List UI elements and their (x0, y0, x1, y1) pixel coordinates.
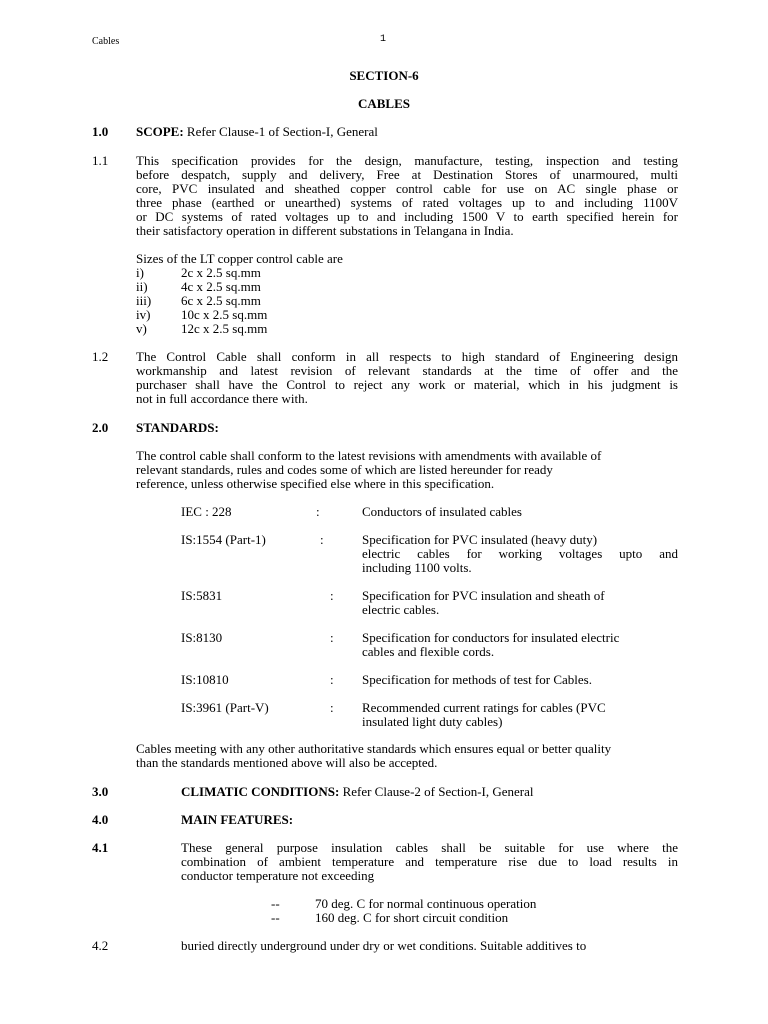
standard-description: Specification for PVC insulation and sheath of (362, 588, 605, 603)
paragraph-line: their satisfactory operation in different substations in Telangana in India. (136, 223, 514, 238)
standard-code: IEC : 228 (181, 504, 232, 519)
paragraph-line: These general purpose insulation cables shall be suitable for use where the (181, 840, 678, 855)
size-value: 12c x 2.5 sq.mm (181, 321, 268, 336)
standard-description: Specification for PVC insulated (heavy duty) (362, 532, 598, 547)
clause-1-0-number: 1.0 (92, 124, 109, 139)
standard-separator: : (330, 672, 334, 687)
standard-separator: : (330, 700, 334, 715)
paragraph-line: Cables meeting with any other authoritative standards which ensures equal or better quality (136, 741, 612, 756)
paragraph-line: purchaser shall have the Control to reject any work or material, which in his judgment is (136, 377, 678, 392)
sizes-intro: Sizes of the LT copper control cable are (136, 251, 343, 266)
clause-1-0-heading: SCOPE: (136, 124, 184, 139)
clause-4-0-heading: MAIN FEATURES: (181, 812, 294, 827)
standard-description: Recommended current ratings for cables (PVC (362, 700, 606, 715)
clause-4-1-paragraph (181, 841, 678, 869)
page-number: 1 (380, 34, 387, 45)
clause-1-1-number: 1.1 (92, 153, 109, 168)
clause-4-2-text: buried directly underground under dry or wet conditions. Suitable additives to (181, 938, 587, 953)
standard-description: including 1100 volts. (362, 560, 472, 575)
clause-4-1-number: 4.1 (92, 840, 109, 855)
standard-separator: : (316, 504, 320, 519)
paragraph-line: workmanship and latest revision of relevant standards at the time of offer and the (136, 363, 678, 378)
standard-description: Specification for methods of test for Cables. (362, 672, 592, 687)
paragraph-line: before despatch, supply and delivery, Free at Destination Stores of unarmoured, multi (136, 167, 678, 182)
clause-2-0-number: 2.0 (92, 420, 109, 435)
clause-4-2-number: 4.2 (92, 938, 109, 953)
size-value: 6c x 2.5 sq.mm (181, 293, 261, 308)
standard-description: insulated light duty cables) (362, 714, 503, 729)
standard-separator: : (330, 630, 334, 645)
paragraph-line: relevant standards, rules and codes some of which are listed hereunder for ready (136, 462, 553, 477)
standard-code: IS:5831 (181, 588, 223, 603)
size-value: 2c x 2.5 sq.mm (181, 265, 261, 280)
standard-description: Specification for conductors for insulated electric (362, 630, 620, 645)
size-roman: ii) (136, 279, 148, 294)
bullet-dash: -- (271, 896, 280, 911)
size-roman: v) (136, 321, 147, 336)
paragraph-line: combination of ambient temperature and temperature rise due to load results in (181, 854, 678, 869)
standard-description: Conductors of insulated cables (362, 504, 522, 519)
paragraph-line: The control cable shall conform to the latest revisions with amendments with available of (136, 448, 602, 463)
standard-description: electric cables. (362, 602, 440, 617)
standard-description: electric cables for working voltages upto and (362, 546, 678, 561)
standard-separator: : (330, 588, 334, 603)
size-roman: i) (136, 265, 144, 280)
clause-1-2-paragraph (136, 350, 678, 392)
clause-3-0-number: 3.0 (92, 784, 109, 799)
paragraph-line: conductor temperature not exceeding (181, 868, 375, 883)
clause-3-0-text: Refer Clause-2 of Section-I, General (342, 784, 534, 799)
standard-code: IS:10810 (181, 672, 229, 687)
clause-3-0-heading: CLIMATIC CONDITIONS: (181, 784, 340, 799)
paragraph-line: than the standards mentioned above will also be accepted. (136, 755, 438, 770)
standard-code: IS:1554 (Part-1) (181, 532, 266, 547)
paragraph-line: three phase (earthed or unearthed) systems of rated voltages up to and including 1100V (136, 195, 678, 210)
size-roman: iv) (136, 307, 151, 322)
clause-1-0-text: Refer Clause-1 of Section-I, General (186, 124, 378, 139)
paragraph-line: not in full accordance there with. (136, 391, 308, 406)
paragraph-line: reference, unless otherwise specified else where in this specification. (136, 476, 495, 491)
standard-code: IS:8130 (181, 630, 223, 645)
standard-code: IS:3961 (Part-V) (181, 700, 269, 715)
size-roman: iii) (136, 293, 152, 308)
clause-2-0-heading: STANDARDS: (136, 420, 219, 435)
section-subtitle: CABLES (357, 96, 411, 111)
paragraph-line: or DC systems of rated voltages up to and including 1500 V to earth specified herein for (136, 209, 678, 224)
clause-3-0 (181, 785, 534, 799)
bullet-dash: -- (271, 910, 280, 925)
size-value: 10c x 2.5 sq.mm (181, 307, 268, 322)
standard-separator: : (320, 532, 324, 547)
paragraph-line: This specification provides for the design, manufacture, testing, inspection and testing (136, 153, 678, 168)
section-title: SECTION-6 (349, 68, 419, 83)
clause-4-0-number: 4.0 (92, 812, 109, 827)
paragraph-line: The Control Cable shall conform in all respects to high standard of Engineering design (136, 349, 678, 364)
bullet-text: 70 deg. C for normal continuous operation (315, 896, 537, 911)
running-header: Cables (92, 36, 120, 47)
clause-1-1-paragraph (136, 154, 678, 224)
clause-1-2-number: 1.2 (92, 349, 109, 364)
size-value: 4c x 2.5 sq.mm (181, 279, 261, 294)
bullet-text: 160 deg. C for short circuit condition (315, 910, 509, 925)
paragraph-line: core, PVC insulated and sheathed copper control cable for use on AC single phase or (136, 181, 678, 196)
standard-description: cables and flexible cords. (362, 644, 495, 659)
clause-1-0 (136, 125, 378, 139)
